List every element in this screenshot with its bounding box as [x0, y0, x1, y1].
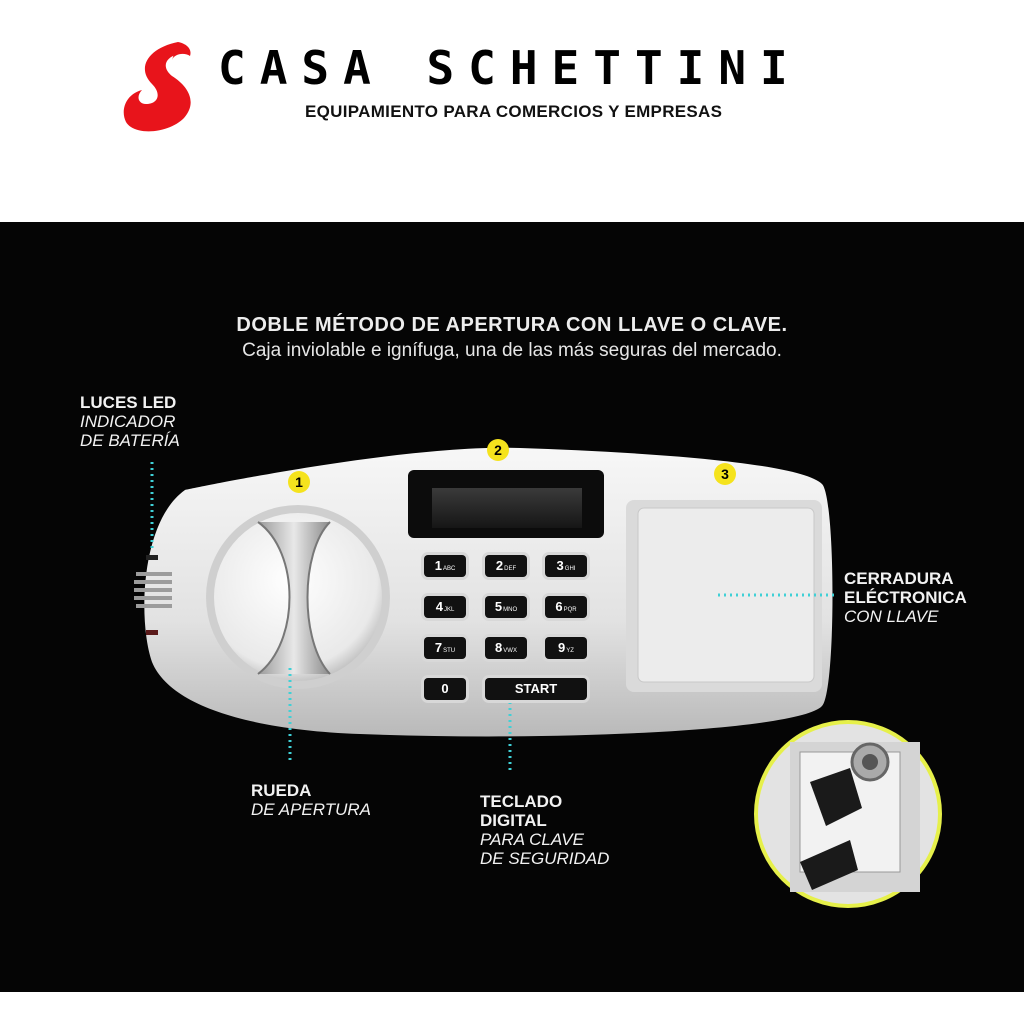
- key-1[interactable]: 1ABC: [424, 555, 466, 577]
- key-0[interactable]: 0: [424, 678, 466, 700]
- callout-lock: CERRADURA ELÉCTRONICA CON LLAVE: [844, 569, 967, 626]
- callout-led: LUCES LED INDICADOR DE BATERÍA: [80, 393, 180, 450]
- feature-headline: DOBLE MÉTODO DE APERTURA CON LLAVE O CLAVE.: [236, 314, 788, 336]
- badge-lock: 3: [714, 463, 736, 485]
- key-3[interactable]: 3GHI: [545, 555, 587, 577]
- brand-name: CASA SCHETTINI: [218, 41, 802, 95]
- callout-keypad: TECLADO DIGITAL PARA CLAVE DE SEGURIDAD: [480, 792, 610, 868]
- key-9[interactable]: 9YZ: [545, 637, 587, 659]
- opening-wheel-icon: [206, 505, 390, 689]
- key-7[interactable]: 7STU: [424, 637, 466, 659]
- key-8[interactable]: 8VWX: [485, 637, 527, 659]
- product-feature-panel: [0, 222, 1024, 992]
- key-lock-inset-image: [756, 722, 940, 906]
- badge-display: 2: [487, 439, 509, 461]
- brand-tagline: EQUIPAMIENTO PARA COMERCIOS Y EMPRESAS: [305, 102, 723, 121]
- brand-header: [0, 0, 1024, 222]
- footer-bar: [0, 992, 1024, 1024]
- lcd-display-screen: [432, 488, 582, 528]
- feature-subtitle: Caja inviolable e ignífuga, una de las más seguras del mercado.: [242, 340, 782, 361]
- badge-wheel: 1: [288, 471, 310, 493]
- key-6[interactable]: 6PQR: [545, 596, 587, 618]
- brand-logo-icon: [118, 40, 198, 134]
- start-key[interactable]: START: [485, 678, 587, 700]
- key-5[interactable]: 5MNO: [485, 596, 527, 618]
- key-4[interactable]: 4JKL: [424, 596, 466, 618]
- key-2[interactable]: 2DEF: [485, 555, 527, 577]
- callout-wheel: RUEDA DE APERTURA: [251, 781, 371, 819]
